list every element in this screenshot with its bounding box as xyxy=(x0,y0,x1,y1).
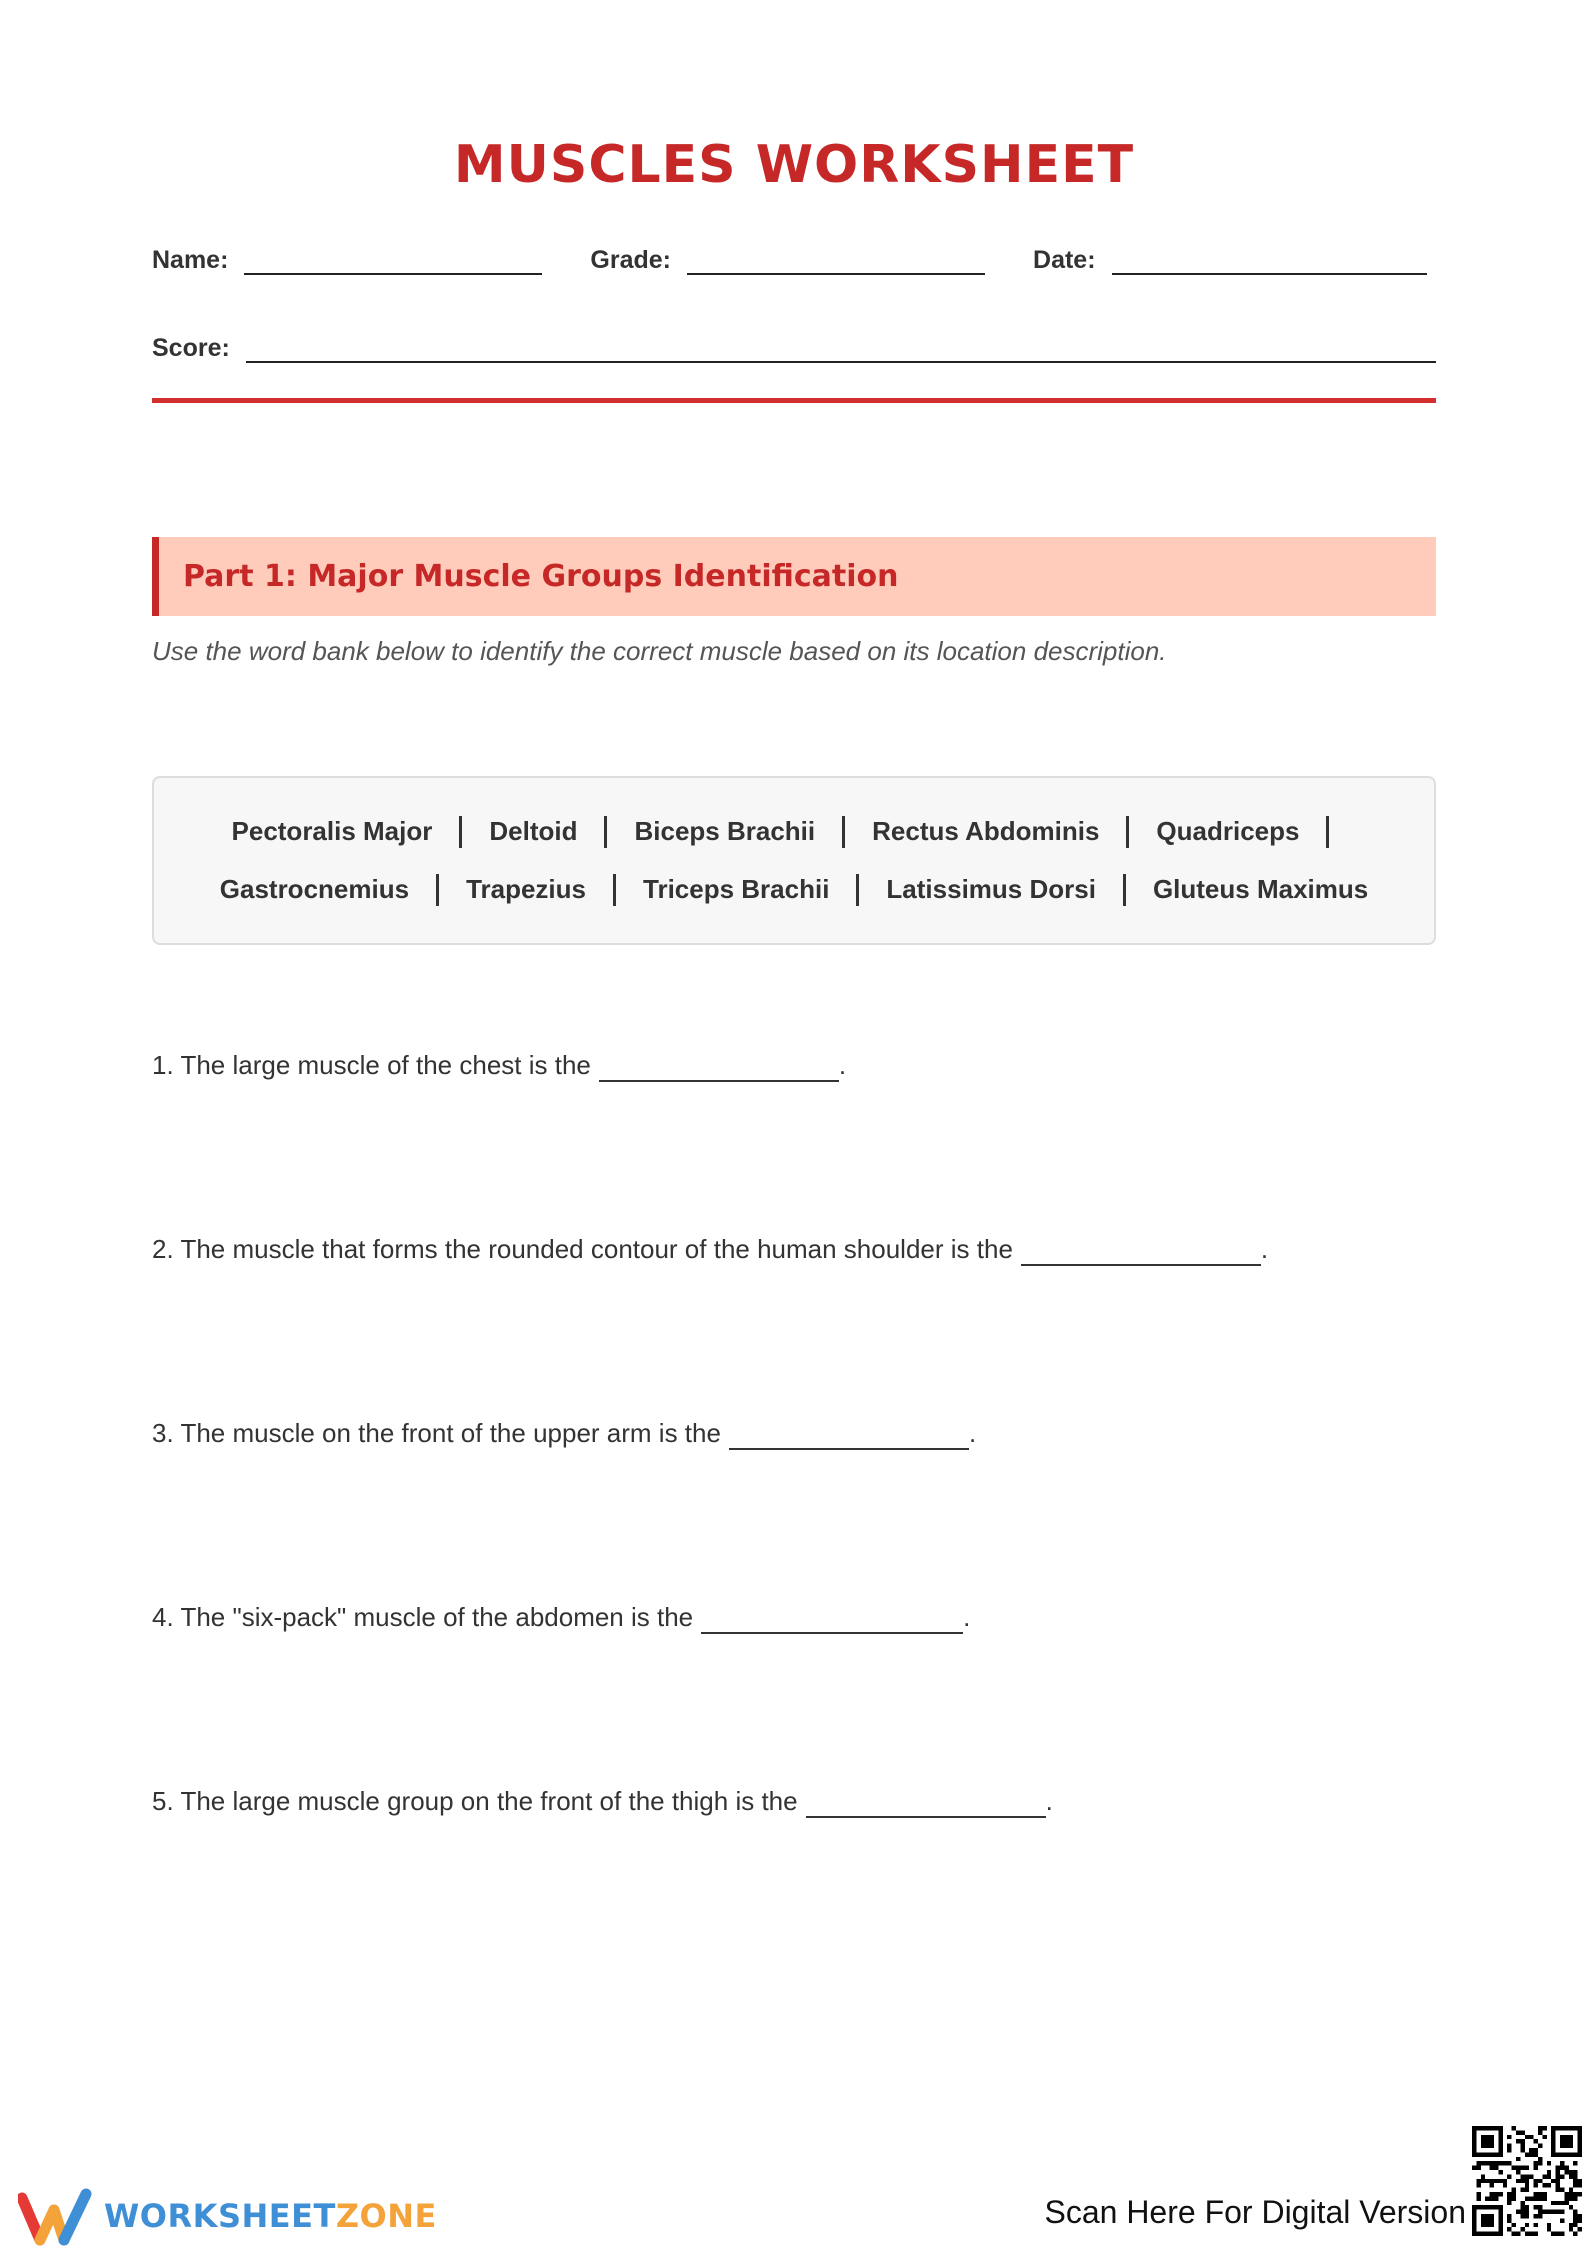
student-info-row xyxy=(152,243,1436,275)
section-instructions: Use the word bank below to identify the correct muscle based on its location description. xyxy=(152,636,1167,666)
grade-blank[interactable] xyxy=(687,243,985,275)
question-text: 2. The muscle that forms the rounded contour of the human shoulder is the xyxy=(152,1234,1013,1264)
word-bank-item: Pectoralis Major xyxy=(231,816,433,846)
question-text: 4. The "six-pack" muscle of the abdomen is the xyxy=(152,1602,694,1632)
name-label: Name: xyxy=(152,246,229,274)
grade-label: Grade: xyxy=(590,246,672,274)
section-header xyxy=(152,537,1436,616)
score-blank[interactable] xyxy=(246,331,1436,363)
word-separator xyxy=(436,874,439,906)
word-separator xyxy=(856,874,859,906)
scan-instruction: Scan Here For Digital Version xyxy=(1044,2194,1466,2230)
word-separator xyxy=(613,874,616,906)
question-text: 3. The muscle on the front of the upper arm is the xyxy=(152,1418,721,1448)
word-bank-item: Latissimus Dorsi xyxy=(886,874,1096,904)
header-divider xyxy=(152,398,1436,403)
score-row xyxy=(152,331,1436,363)
name-blank[interactable] xyxy=(244,243,542,275)
word-separator xyxy=(842,816,845,848)
question-end: . xyxy=(1260,1234,1269,1264)
section-title: Part 1: Major Muscle Groups Identification xyxy=(183,559,899,594)
answer-blank[interactable] xyxy=(701,1602,963,1634)
question-text: 5. The large muscle group on the front of the thigh is the xyxy=(152,1786,798,1816)
word-bank xyxy=(152,776,1436,945)
question-end: . xyxy=(1045,1786,1053,1816)
question-end: . xyxy=(838,1050,847,1080)
word-bank-item: Gluteus Maximus xyxy=(1152,874,1369,904)
word-separator xyxy=(1126,816,1129,848)
question-1 xyxy=(152,1048,1436,1082)
date-field xyxy=(1033,243,1427,275)
question-text: 1. The large muscle of the chest is the xyxy=(152,1050,591,1080)
qr-code-icon[interactable] xyxy=(1472,2126,1582,2236)
logo-text-worksheet: WORKSHEET xyxy=(104,2197,336,2235)
word-separator xyxy=(1123,874,1126,906)
answer-blank[interactable] xyxy=(1021,1234,1261,1266)
word-bank-item: Deltoid xyxy=(489,816,578,846)
word-bank-item: Quadriceps xyxy=(1156,816,1300,846)
date-label: Date: xyxy=(1033,246,1096,274)
question-4 xyxy=(152,1600,1436,1634)
question-2 xyxy=(152,1232,1436,1266)
word-separator xyxy=(459,816,462,848)
worksheetzone-logo[interactable] xyxy=(18,2186,437,2246)
word-bank-item: Triceps Brachii xyxy=(643,874,830,904)
word-bank-row-1 xyxy=(232,816,1357,848)
word-bank-item: Biceps Brachii xyxy=(634,816,816,846)
word-bank-item: Gastrocnemius xyxy=(219,874,410,904)
name-field xyxy=(152,243,542,275)
question-end: . xyxy=(963,1602,971,1632)
answer-blank[interactable] xyxy=(806,1786,1046,1818)
answer-blank[interactable] xyxy=(729,1418,969,1450)
question-3 xyxy=(152,1416,1436,1450)
date-blank[interactable] xyxy=(1112,243,1427,275)
word-bank-item: Trapezius xyxy=(466,874,586,904)
worksheet-title: MUSCLES WORKSHEET xyxy=(453,135,1135,195)
logo-w-icon xyxy=(18,2186,92,2246)
word-separator xyxy=(604,816,607,848)
answer-blank[interactable] xyxy=(599,1050,839,1082)
score-field xyxy=(152,331,1436,363)
grade-field xyxy=(590,243,985,275)
word-bank-item: Rectus Abdominis xyxy=(872,816,1100,846)
score-label: Score: xyxy=(152,334,230,362)
question-end: . xyxy=(968,1418,977,1448)
logo-wordmark xyxy=(104,2197,437,2235)
logo-text-zone: ZONE xyxy=(335,2197,437,2235)
question-5 xyxy=(152,1784,1436,1818)
word-separator xyxy=(1326,816,1329,848)
word-bank-row-2 xyxy=(220,874,1368,906)
